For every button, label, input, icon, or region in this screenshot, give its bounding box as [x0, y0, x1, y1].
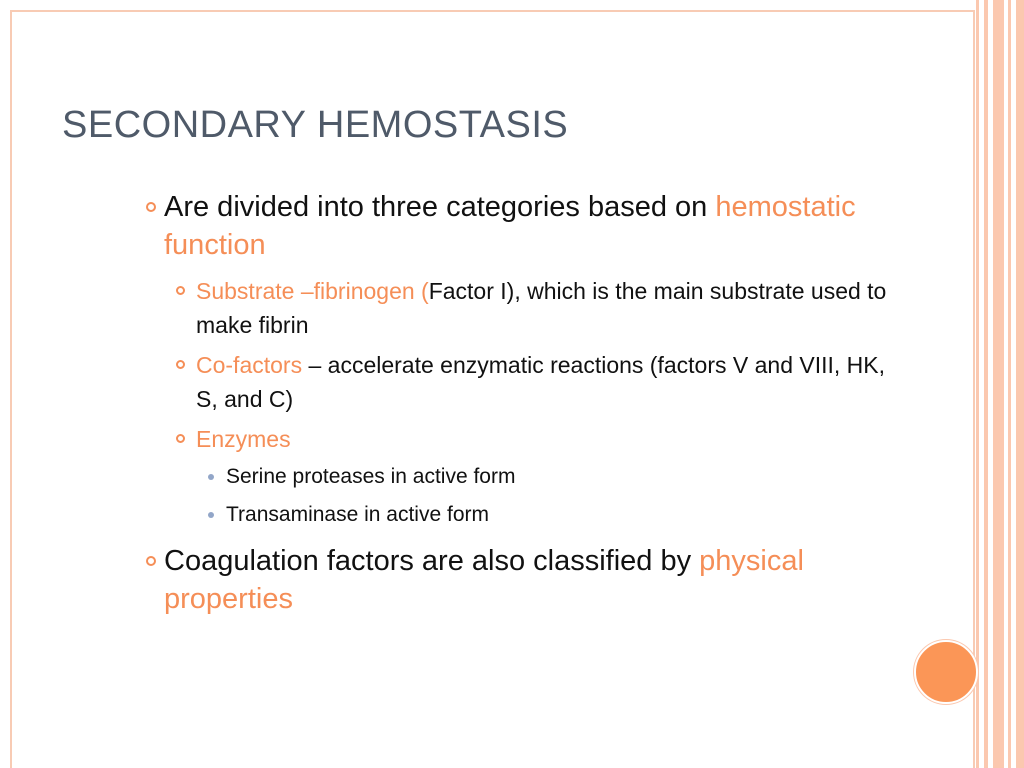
enzyme-item-serine [202, 462, 900, 492]
decorative-circle [914, 640, 978, 704]
stripe-5 [1016, 0, 1024, 768]
enzyme-item-text: Serine proteases in active form [226, 465, 516, 488]
sub-bullet-text: Factor I), which is the main substrate used to make fibrin [196, 278, 887, 338]
sub-bullet-enzymes [172, 422, 900, 456]
circle-bullet-icon [176, 286, 185, 295]
bullet-text: Coagulation factors are also classified by [164, 545, 700, 577]
slide-content [140, 188, 900, 628]
enzyme-item-transaminase [202, 500, 900, 530]
enzyme-item-text: Transaminase in active form [226, 503, 489, 526]
sub-bullet-highlight: Enzymes [196, 426, 291, 452]
stripe-2 [984, 0, 988, 768]
sub-bullet-text: – accelerate enzymatic reactions (factors V and VIII, HK, S, and C) [196, 352, 886, 412]
dot-bullet-icon [208, 512, 214, 518]
stripe-4 [1008, 0, 1011, 768]
slide-title: SECONDARY HEMOSTASIS [62, 104, 569, 146]
circle-bullet-icon [146, 202, 156, 212]
bullet-text: Are divided into three categories based on [164, 191, 716, 223]
stripe-3 [993, 0, 1004, 768]
circle-bullet-icon [176, 434, 185, 443]
bullet-classification [140, 542, 900, 618]
decorative-stripes [975, 0, 1024, 768]
circle-bullet-icon [176, 360, 185, 369]
sub-bullet-highlight: Co-factors [196, 352, 303, 378]
bullet-highlight: physical properties [164, 545, 804, 615]
circle-bullet-icon [146, 556, 156, 566]
dot-bullet-icon [208, 474, 214, 480]
stripe-1 [976, 0, 979, 768]
sub-bullet-cofactors [172, 348, 900, 416]
sub-bullet-highlight: Substrate –fibrinogen ( [196, 278, 429, 304]
bullet-categories [140, 188, 900, 264]
bullet-highlight: hemostatic function [164, 191, 856, 261]
sub-bullet-substrate [172, 274, 900, 342]
